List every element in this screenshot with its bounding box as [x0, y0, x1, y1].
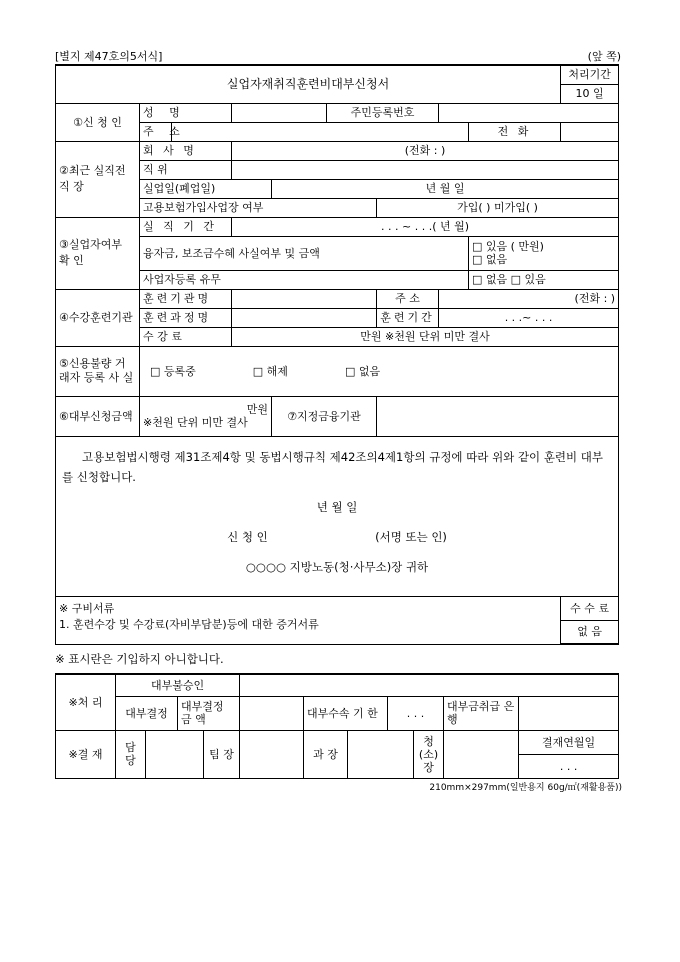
designated-bank-field[interactable]	[377, 396, 619, 436]
procedure-deadline-label: 대부수속 기 한	[304, 696, 388, 730]
applicant-label-sign: 신 청 인	[227, 529, 268, 544]
position-field[interactable]	[232, 160, 619, 179]
course-name-label: 훈련과정명	[140, 308, 232, 327]
section-chief-sign[interactable]	[348, 730, 414, 778]
institution-name-field[interactable]	[232, 289, 377, 308]
required-documents	[56, 596, 561, 644]
loan-amount-note: ※천원 단위 미만 결사	[143, 416, 248, 429]
unemployment-period-field[interactable]: . . . ~ . . .( 년 월)	[232, 217, 619, 236]
handling-bank-label: 대부금취급 은 행	[444, 696, 519, 730]
approval-label: ※결 재	[56, 730, 116, 778]
decision-amount-label: 대부결정 금 액	[178, 696, 240, 730]
unemployment-date-field[interactable]: 년 월 일	[272, 179, 619, 198]
loan-decision-label: 대부결정	[116, 696, 178, 730]
unemployment-period-label: 실 직 기 간	[140, 217, 232, 236]
loan-no-option[interactable]: □ 없음	[472, 253, 508, 266]
loan-refusal-label: 대부불승인	[116, 674, 240, 696]
id-number-label: 주민등록번호	[327, 103, 439, 122]
processing-label-row: ※처 리	[56, 674, 116, 730]
phone-field[interactable]	[561, 122, 619, 141]
company-phone[interactable]: (전화 : )	[232, 141, 619, 160]
processing-table	[55, 673, 619, 779]
applicant-label: ①신 청 인	[56, 103, 140, 141]
course-name-field[interactable]	[232, 308, 377, 327]
office-head-label: 청 (소) 장	[414, 730, 444, 778]
name-field[interactable]	[232, 103, 327, 122]
addressee: ○○○○ 지방노동(청·사무소)장 귀하	[245, 559, 429, 574]
form-page	[55, 44, 622, 793]
page-side: (앞 쪽)	[587, 50, 621, 63]
loan-yes-option[interactable]: □ 있음 ( 만원)	[472, 240, 544, 253]
paper-spec: 210mm×297mm(일반용지 60g/㎡(재활용품))	[429, 782, 622, 793]
approval-date-field[interactable]: . . .	[519, 754, 619, 778]
section-chief-label: 과 장	[304, 730, 348, 778]
declaration-date[interactable]: 년 월 일	[316, 499, 358, 514]
form-header	[55, 44, 621, 64]
fee-label: 수 수 료	[561, 596, 619, 620]
handling-bank-field[interactable]	[519, 696, 619, 730]
credit-options	[140, 346, 619, 396]
form-title: 실업자재취직훈련비대부신청서	[56, 65, 561, 103]
form-number: [별지 제47호의5서식]	[55, 50, 163, 63]
loan-amount-label: ⑥대부신청금액	[56, 396, 140, 436]
tuition-field[interactable]: 만원 ※천원 단위 미만 결사	[232, 327, 619, 346]
declaration-text: 고용보험법시행령 제31조제4항 및 동법시행규칙 제42조의4제1항의 규정에 따라 위와 같이 훈련비 대부를 신청합니다.	[62, 449, 604, 484]
loan-amount-field[interactable]	[140, 396, 272, 436]
team-leader-sign[interactable]	[240, 730, 304, 778]
insurance-options[interactable]: 가입( ) 미가입( )	[377, 198, 619, 217]
applicant-signature-line[interactable]	[62, 527, 612, 547]
staff-sign[interactable]	[146, 730, 204, 778]
processing-label: 처리기간	[561, 65, 619, 84]
address-field[interactable]	[172, 122, 469, 141]
team-leader-label: 팀 장	[204, 730, 240, 778]
signature-note: (서명 또는 인)	[375, 529, 447, 544]
loan-subsidy-options[interactable]	[469, 236, 619, 270]
phone-label: 전 화	[469, 122, 561, 141]
tuition-label: 수 강 료	[140, 327, 232, 346]
id-number-field[interactable]	[439, 103, 619, 122]
unemployed-check-label: ③실업자여부 확 인	[56, 217, 140, 289]
loan-subsidy-label: 융자금, 보조금수혜 사실여부 및 금액	[140, 236, 469, 270]
position-label: 직 위	[140, 160, 232, 179]
procedure-deadline-field[interactable]: . . .	[388, 696, 444, 730]
released-option[interactable]: □ 해제	[252, 364, 288, 378]
business-registration-options[interactable]: □ 없음 □ 있음	[469, 270, 619, 289]
fee-value: 없 음	[561, 620, 619, 644]
business-registration-label: 사업자등록 유무	[140, 270, 469, 289]
training-period-label: 훈련기간	[377, 308, 439, 327]
office-use-note: ※ 표시란은 기입하지 아니합니다.	[55, 652, 224, 666]
last-job-label: ②최근 실직전 직 장	[56, 141, 140, 217]
none-option[interactable]: □ 없음	[344, 364, 381, 378]
training-institution-label: ④수강훈련기관	[56, 289, 140, 346]
designated-bank-label: ⑦지정금융기관	[272, 396, 377, 436]
declaration	[56, 436, 619, 596]
name-label: 성 명	[140, 103, 232, 122]
unemployment-date-label: 실업일(폐업일)	[140, 179, 272, 198]
company-name-label: 회 사 명	[140, 141, 232, 160]
main-table	[55, 64, 619, 645]
processing-value: 10 일	[561, 84, 619, 103]
required-document-1: 1. 훈련수강 및 수강료(자비부담분)등에 대한 증거서류	[59, 617, 319, 631]
institution-phone[interactable]: (전화 : )	[439, 289, 619, 308]
approval-date-label: 결재연월일	[519, 730, 619, 754]
required-documents-title: ※ 구비서류	[59, 601, 115, 615]
training-period-field[interactable]: . . .~ . . .	[439, 308, 619, 327]
staff-label: 담 당	[116, 730, 146, 778]
office-head-sign[interactable]	[444, 730, 519, 778]
registered-option[interactable]: □ 등록중	[150, 364, 196, 378]
decision-amount-field[interactable]	[240, 696, 304, 730]
loan-refusal-field[interactable]	[240, 674, 619, 696]
institution-name-label: 훈련기관명	[140, 289, 232, 308]
credit-delinquency-label: ⑤신용불량 거래자 등록 사 실	[56, 346, 140, 396]
address-label: 주 소	[140, 122, 172, 141]
institution-address-label: 주 소	[377, 289, 439, 308]
loan-amount-unit: 만원	[246, 403, 268, 416]
insurance-label: 고용보험가입사업장 여부	[140, 198, 377, 217]
